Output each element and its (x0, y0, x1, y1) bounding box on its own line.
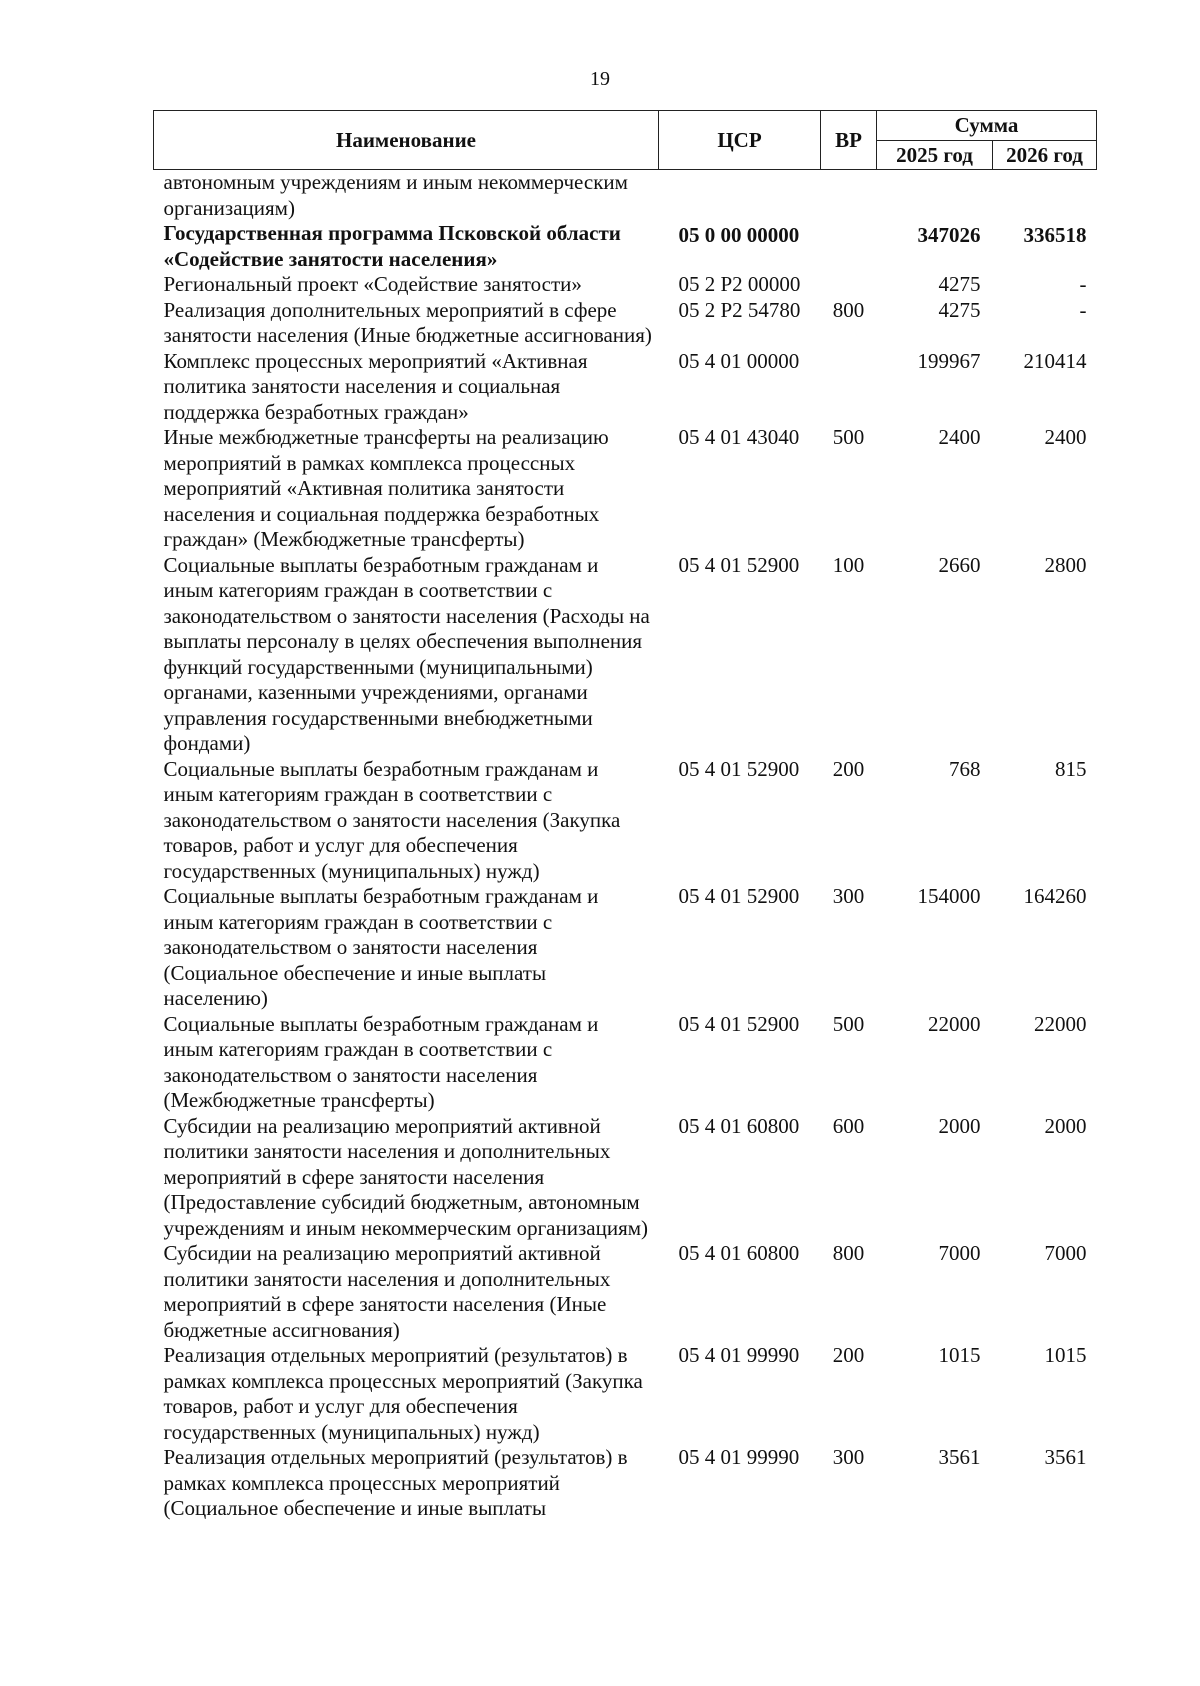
row-name: Социальные выплаты безработным гражданам и иным категориям граждан в соответствии с законодательством о занятости населения (Закупка товаров, работ и услуг для обеспечения государственных (муниципальных) нужд) (163, 756, 621, 883)
row-vr: 200 (832, 1343, 865, 1367)
header-year-2026: 2026 год (993, 140, 1097, 170)
row-vr: 300 (832, 1445, 865, 1469)
row-name: Субсидии на реализацию мероприятий активной политики занятости населения и дополнительных мероприятий в сфере занятости населения (Предоставление субсидий бюджетным, автономным учреждениям и иным некоммерческим организациям) (163, 1113, 649, 1240)
row-name: Социальные выплаты безработным гражданам и иным категориям граждан в соответствии с законодательством о занятости населения (Социальное обеспечение и иные выплаты населению) (163, 884, 599, 1010)
row-amount-2026: 815 (1055, 756, 1087, 781)
table-row (154, 1445, 1097, 1522)
table-row (154, 1114, 1097, 1242)
row-csr: 05 4 01 52900 (678, 884, 800, 908)
table-row (154, 884, 1097, 1012)
table-row (154, 1241, 1097, 1343)
row-vr (821, 221, 877, 272)
row-csr: 05 4 01 43040 (678, 425, 800, 449)
row-vr: 500 (832, 1011, 865, 1036)
table-row (154, 553, 1097, 757)
budget-table (153, 110, 1097, 1522)
row-vr: 200 (832, 756, 865, 781)
row-name: Реализация отдельных мероприятий (результатов) в рамках комплекса процессных мероприятий (Социальное обеспечение и иные выплаты (163, 1445, 628, 1520)
row-name: Иные межбюджетные трансферты на реализацию мероприятий в рамках комплекса процессных мероприятий «Активная политика занятости населения и социальная поддержка безработных граждан» (Межбюджетные трансферты) (163, 425, 609, 551)
row-amount-2025: 4275 (938, 272, 981, 296)
header-vr: ВР (821, 111, 877, 170)
row-csr: 05 4 01 52900 (678, 552, 800, 577)
row-name: Государственная программа Псковской области «Содействие занятости населения» (163, 221, 621, 271)
row-name: автономным учреждениям и иным некоммерческим организациям) (163, 170, 628, 220)
row-name: Комплекс процессных мероприятий «Активная политика занятости населения и социальная поддержка безработных граждан» (163, 348, 588, 424)
table-row (154, 1343, 1097, 1445)
row-csr: 05 4 01 99990 (678, 1445, 800, 1469)
row-vr: 300 (832, 884, 865, 908)
row-vr (821, 272, 877, 298)
table-row (154, 757, 1097, 885)
row-amount-2025: 154000 (917, 884, 981, 908)
row-amount-2025: 347026 (917, 223, 981, 247)
row-vr: 800 (832, 1241, 865, 1265)
header-sum: Сумма (877, 111, 1097, 141)
row-csr: 05 4 01 52900 (678, 756, 800, 781)
header-year-2025: 2025 год (877, 140, 993, 170)
row-amount-2026: 210414 (1023, 348, 1087, 373)
row-name: Субсидии на реализацию мероприятий активной политики занятости населения и дополнительных мероприятий в сфере занятости населения (Иные бюджетные ассигнования) (163, 1241, 611, 1342)
row-amount-2025: 2400 (938, 425, 981, 449)
row-amount-2025: 3561 (938, 1445, 981, 1469)
row-amount-2025: 199967 (917, 348, 981, 373)
row-amount-2025 (877, 170, 993, 222)
row-name: Реализация дополнительных мероприятий в сфере занятости населения (Иные бюджетные ассигнования) (163, 297, 652, 347)
row-vr: 100 (832, 552, 865, 577)
row-amount-2026: - (1079, 272, 1087, 296)
table-header (154, 111, 1097, 170)
row-vr: 500 (832, 425, 865, 449)
row-amount-2026: 164260 (1023, 884, 1087, 908)
row-vr (821, 170, 877, 222)
row-amount-2026 (993, 170, 1097, 222)
row-csr: 05 4 01 99990 (678, 1343, 800, 1367)
table-row (154, 272, 1097, 298)
row-amount-2026: 2000 (1044, 1113, 1087, 1138)
table-row (154, 425, 1097, 553)
row-vr: 600 (832, 1113, 865, 1138)
row-amount-2025: 2000 (938, 1113, 981, 1138)
row-amount-2026: 336518 (1023, 223, 1087, 247)
row-name: Социальные выплаты безработным гражданам и иным категориям граждан в соответствии с законодательством о занятости населения (Расходы на выплаты персоналу в целях обеспечения выполнения функций государственными (муниципальными) органами, казенными учреждениями, органами управления государственными внебюджетными фондами) (163, 552, 650, 755)
row-csr: 05 2 P2 54780 (678, 297, 801, 322)
row-vr: 800 (832, 297, 865, 322)
table-row (154, 221, 1097, 272)
row-amount-2026: - (1079, 297, 1087, 322)
row-amount-2025: 22000 (928, 1011, 981, 1036)
table-row (154, 1012, 1097, 1114)
row-name: Региональный проект «Содействие занятости» (163, 272, 582, 296)
header-name: Наименование (154, 111, 659, 170)
row-amount-2026: 2400 (1044, 425, 1087, 449)
row-amount-2026: 2800 (1044, 552, 1087, 577)
header-csr: ЦСР (659, 111, 821, 170)
row-csr: 05 4 01 52900 (678, 1011, 800, 1036)
page-number: 19 (590, 68, 610, 90)
row-csr: 05 4 01 60800 (678, 1241, 800, 1265)
row-amount-2025: 4275 (938, 297, 981, 322)
row-csr (659, 170, 821, 222)
row-amount-2026: 1015 (1044, 1343, 1087, 1367)
row-csr: 05 2 P2 00000 (678, 272, 801, 296)
row-csr: 05 0 00 00000 (678, 223, 800, 247)
row-csr: 05 4 01 60800 (678, 1113, 800, 1138)
row-amount-2025: 1015 (938, 1343, 981, 1367)
row-amount-2025: 768 (949, 756, 981, 781)
table-row (154, 170, 1097, 222)
row-name: Социальные выплаты безработным гражданам и иным категориям граждан в соответствии с законодательством о занятости населения (Межбюджетные трансферты) (163, 1011, 599, 1112)
row-csr: 05 4 01 00000 (678, 348, 800, 373)
table-row (154, 349, 1097, 426)
row-name: Реализация отдельных мероприятий (результатов) в рамках комплекса процессных мероприятий (Закупка товаров, работ и услуг для обеспечения государственных (муниципальных) нужд) (163, 1343, 643, 1444)
row-amount-2026: 3561 (1044, 1445, 1087, 1469)
row-vr (821, 349, 877, 426)
table-row (154, 298, 1097, 349)
row-amount-2025: 7000 (938, 1241, 981, 1265)
table-body (154, 170, 1097, 1522)
row-amount-2025: 2660 (938, 552, 981, 577)
row-amount-2026: 22000 (1034, 1011, 1087, 1036)
row-amount-2026: 7000 (1044, 1241, 1087, 1265)
